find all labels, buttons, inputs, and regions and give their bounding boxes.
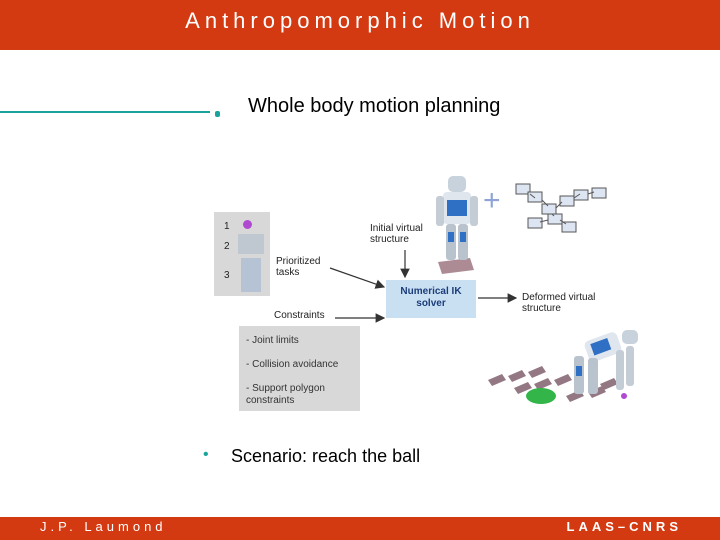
initial-robot-illustration bbox=[436, 176, 478, 274]
green-ball-icon bbox=[526, 388, 556, 404]
slide-title: Anthropomorphic Motion bbox=[185, 8, 535, 33]
constraints-label: Constraints bbox=[274, 310, 325, 321]
plus-icon: + bbox=[483, 184, 501, 217]
slide-subtitle: Whole body motion planning bbox=[248, 95, 501, 117]
constraint-item: - Joint limits bbox=[246, 335, 299, 346]
constraint-item: - Support polygon constraints bbox=[246, 383, 325, 406]
footer-author: J.P. Laumond bbox=[40, 519, 167, 534]
scenario-text: Scenario: reach the ball bbox=[231, 446, 421, 466]
constraint-item: - Collision avoidance bbox=[246, 359, 339, 370]
task-number-1: 1 bbox=[224, 221, 230, 232]
prioritized-tasks-label: Prioritized tasks bbox=[276, 256, 321, 278]
footer-institution: LAAS–CNRS bbox=[566, 519, 682, 534]
initial-structure-label: Initial virtual structure bbox=[370, 223, 423, 245]
task-number-2: 2 bbox=[224, 241, 230, 252]
task-number-3: 3 bbox=[224, 270, 230, 281]
kinematic-tree-illustration bbox=[516, 184, 606, 232]
deformed-structure-label: Deformed virtual structure bbox=[522, 292, 596, 314]
bullet-icon: • bbox=[203, 446, 209, 463]
ik-solver-box: Numerical IK solver bbox=[386, 280, 476, 318]
arrow-tasks-to-solver bbox=[330, 268, 384, 287]
